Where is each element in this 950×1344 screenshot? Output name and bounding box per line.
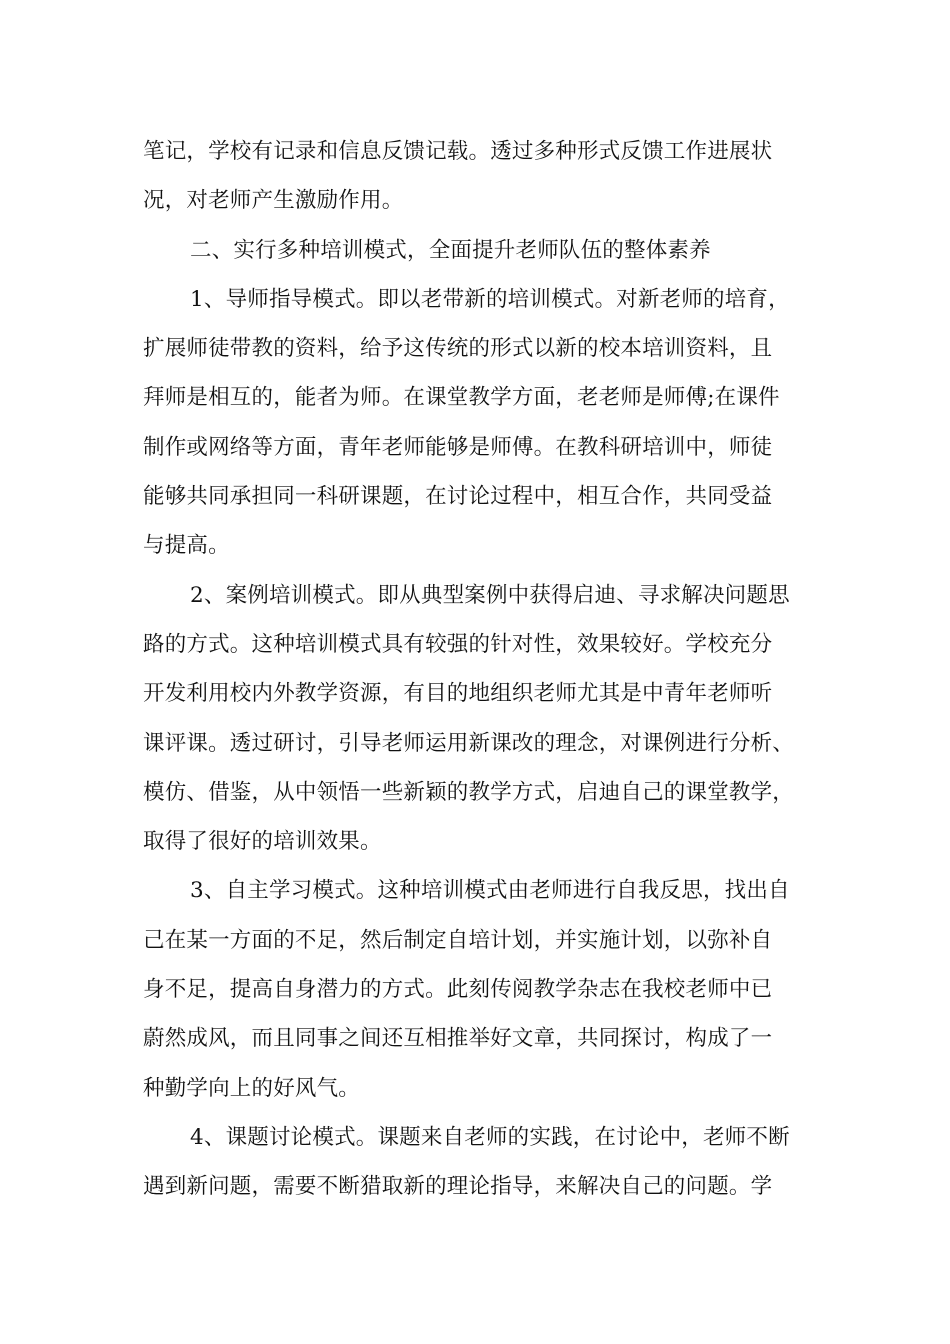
text-line: 蔚然成风，而且同事之间还互相推举好文章，共同探讨，构成了一 [143, 1026, 773, 1052]
section-heading: 二、实行多种培训模式，全面提升老师队伍的整体素养 [190, 237, 711, 263]
text-line: 路的方式。这种培训模式具有较强的针对性，效果较好。学校充分 [143, 631, 773, 657]
text-line: 笔记，学校有记录和信息反馈记载。透过多种形式反馈工作进展状 [143, 139, 773, 164]
text-line: 种勤学向上的好风气。 [143, 1075, 361, 1101]
text-line: 况，对老师产生激励作用。 [143, 188, 404, 214]
text-line: 与提高。 [143, 533, 230, 559]
text-line: 开发利用校内外教学资源，有目的地组织老师尤其是中青年老师听 [143, 681, 773, 707]
text-line: 拜师是相互的，能者为师。在课堂教学方面，老老师是师傅;在课件 [143, 385, 780, 411]
text-line: 己在某一方面的不足，然后制定自培计划，并实施计划，以弥补自 [143, 927, 773, 953]
text-line: 3、自主学习模式。这种培训模式由老师进行自我反思，找出自 [190, 878, 790, 904]
text-line: 取得了很好的培训效果。 [143, 829, 382, 855]
text-line: 4、课题讨论模式。课题来自老师的实践，在讨论中，老师不断 [190, 1124, 790, 1150]
text-line: 制作或网络等方面，青年老师能够是师傅。在教科研培训中，师徒 [143, 434, 773, 460]
text-line: 2、案例培训模式。即从典型案例中获得启迪、寻求解决问题思 [190, 582, 790, 608]
text-line: 身不足，提高自身潜力的方式。此刻传阅教学杂志在我校老师中已 [143, 977, 773, 1003]
text-line: 课评课。透过研讨，引导老师运用新课改的理念，对课例进行分析、 [143, 730, 795, 756]
text-line: 1、导师指导模式。即以老带新的培训模式。对新老师的培育， [190, 286, 790, 312]
text-line: 能够共同承担同一科研课题，在讨论过程中，相互合作，共同受益 [143, 484, 773, 510]
text-line: 模仿、借鉴，从中领悟一些新颖的教学方式，启迪自己的课堂教学， [143, 779, 795, 805]
document-body [143, 127, 813, 1212]
text-line: 遇到新问题，需要不断猎取新的理论指导，来解决自己的问题。学 [143, 1174, 773, 1200]
text-line: 扩展师徒带教的资料，给予这传统的形式以新的校本培训资料，且 [143, 336, 773, 362]
